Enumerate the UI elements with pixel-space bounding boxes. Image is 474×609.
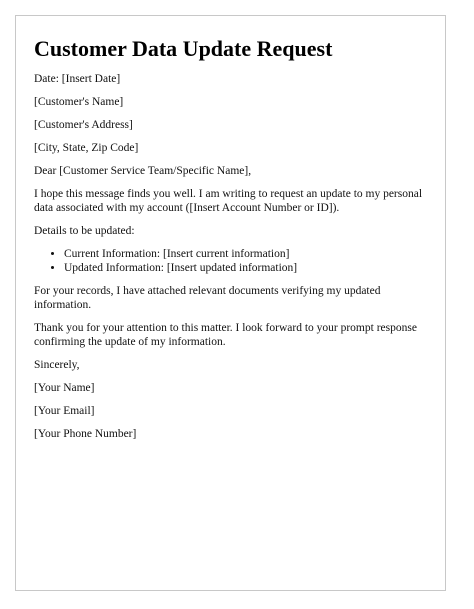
records-paragraph: For your records, I have attached relevant documents verifying my updated information. [34, 285, 381, 311]
intro-paragraph: I hope this message finds you well. I am writing to request an update to my personal data associated with my account ([Insert Account Number or ID]). [34, 188, 423, 214]
details-item-current: • Current Information: [Insert current information] [64, 247, 427, 261]
thanks-paragraph: Thank you for your attention to this matter. I look forward to your prompt response confirming the update of my information. [34, 322, 417, 348]
city-state-zip: [City, State, Zip Code] [34, 142, 139, 154]
signature-name: [Your Name] [34, 382, 95, 394]
signature-phone: [Your Phone Number] [34, 428, 137, 440]
details-list [34, 247, 427, 275]
customer-name: [Customer's Name] [34, 96, 124, 108]
salutation: Dear [Customer Service Team/Specific Name], [34, 165, 252, 177]
details-heading: Details to be updated: [34, 225, 135, 237]
date-line: Date: [Insert Date] [34, 73, 121, 85]
letter-page [15, 15, 446, 591]
closing: Sincerely, [34, 359, 80, 371]
customer-address: [Customer's Address] [34, 119, 133, 131]
details-item-updated: • Updated Information: [Insert updated information] [64, 261, 427, 275]
signature-email: [Your Email] [34, 405, 95, 417]
page-title: Customer Data Update Request [34, 36, 333, 61]
